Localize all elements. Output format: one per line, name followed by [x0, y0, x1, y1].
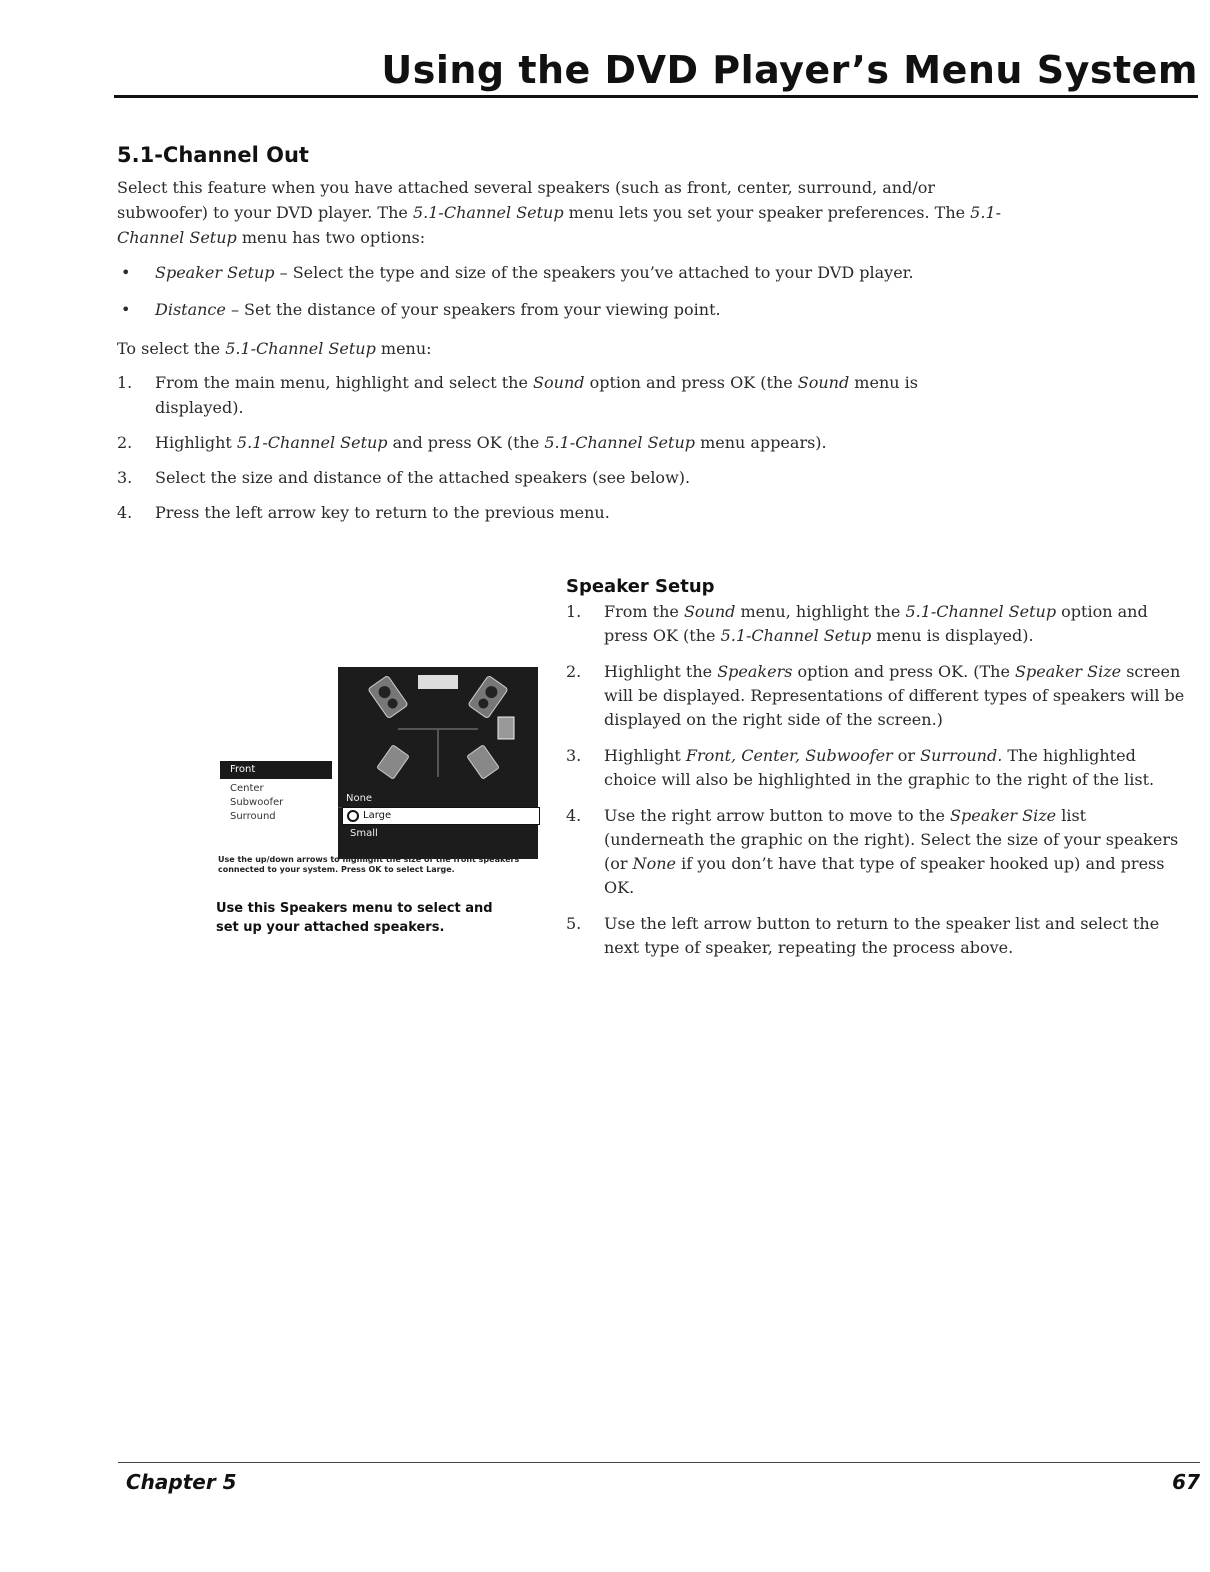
list-item: 2. Highlight 5.1-Channel Setup and press OK (the 5.1-Channel Setup menu appears).: [117, 433, 827, 452]
list-item: • Speaker Setup – Select the type and size of the speakers you’ve attached to your DVD player.: [121, 263, 914, 282]
page-number: 67: [1172, 1470, 1200, 1494]
size-option-small[interactable]: Small: [350, 828, 378, 839]
speakers-menu-screenshot: [218, 667, 540, 881]
list-item: 2. Highlight the Speakers option and press OK. (The Speaker Size screen will be displayed. Representations of different types of speakers will be displayed on the right side of the screen.): [566, 662, 1185, 729]
list-item: 4. Press the left arrow key to return to the previous menu.: [117, 503, 610, 522]
size-option-none[interactable]: None: [346, 793, 373, 804]
speaker-list-item-surround[interactable]: Surround: [230, 811, 276, 822]
screenshot-help-text: Use the up/down arrows to highlight the size of the front speakers connected to your system. Press OK to select Large.: [218, 855, 520, 874]
options-bullet-list: [117, 260, 1017, 334]
footer-chapter: Chapter 5: [126, 1470, 237, 1494]
section-heading: 5.1-Channel Out: [117, 143, 309, 167]
list-item: 3. Highlight Front, Center, Subwoofer or Surround. The highlighted choice will also be highlighted in the graphic to the right of the list.: [566, 746, 1155, 789]
size-option-large[interactable]: Large: [342, 807, 540, 825]
page-header-title: Using the DVD Player’s Menu System: [381, 48, 1198, 92]
list-item: • Distance – Set the distance of your speakers from your viewing point.: [121, 300, 721, 319]
list-item: 3. Select the size and distance of the attached speakers (see below).: [117, 468, 691, 487]
list-item: 1. From the Sound menu, highlight the 5.1-Channel Setup option and press OK (the 5.1-Channel Setup menu is displayed).: [566, 602, 1148, 645]
speaker-list-item-center[interactable]: Center: [230, 783, 264, 794]
intro-paragraph: Select this feature when you have attached several speakers (such as front, center, surround, and/or subwoofer) to your DVD player. The 5.1-Channel Setup menu lets you set your speaker preferences. The 5.1-Channel Setup menu has two options:: [117, 178, 1002, 247]
list-item: 4. Use the right arrow button to move to the Speaker Size list (underneath the graphic on the right). Select the size of your speakers (or None if you don’t have that type of speaker hooked up) and press OK.: [566, 806, 1179, 897]
header-rule: [114, 95, 1198, 98]
speaker-list-item-front[interactable]: Front: [220, 761, 332, 779]
select-intro: To select the 5.1-Channel Setup menu:: [117, 339, 432, 358]
figure-caption: Use this Speakers menu to select and set up your attached speakers.: [216, 901, 493, 935]
speaker-list-item-subwoofer[interactable]: Subwoofer: [230, 797, 284, 808]
list-item: 5. Use the left arrow button to return to the speaker list and select the next type of speaker, repeating the process above.: [566, 914, 1160, 957]
radio-selected-icon: [347, 810, 359, 822]
main-steps-list: [117, 370, 937, 535]
speaker-setup-heading: Speaker Setup: [566, 576, 715, 597]
speaker-setup-steps: [566, 600, 1190, 972]
list-item: 1. From the main menu, highlight and select the Sound option and press OK (the Sound menu is displayed).: [117, 373, 918, 417]
footer-rule: [118, 1462, 1200, 1463]
